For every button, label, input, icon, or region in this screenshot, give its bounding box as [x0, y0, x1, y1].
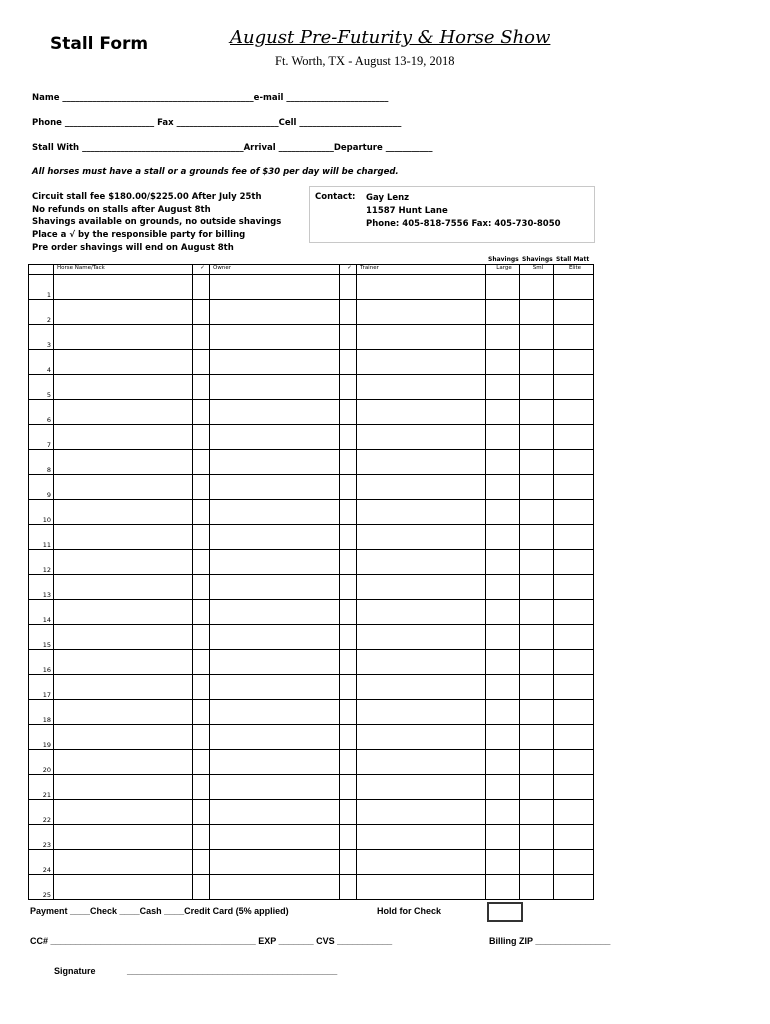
shavings-sml-cell[interactable] [520, 700, 554, 725]
trainer-cell[interactable] [357, 725, 486, 750]
horse-name-cell[interactable] [54, 475, 193, 500]
shavings-large-top-header: Shavings [488, 256, 519, 263]
shavings-sml-cell[interactable] [520, 350, 554, 375]
owner-cell[interactable] [210, 775, 340, 800]
trainer-check-cell[interactable] [340, 450, 357, 475]
horse-name-cell[interactable] [54, 325, 193, 350]
stall-matt-cell[interactable] [554, 325, 594, 350]
horse-name-cell[interactable] [54, 725, 193, 750]
row-number: 21 [29, 775, 54, 800]
shavings-large-cell[interactable] [486, 475, 520, 500]
owner-cell[interactable] [210, 750, 340, 775]
table-row [29, 725, 594, 750]
trainer-cell[interactable] [357, 450, 486, 475]
shavings-sml-header: Sml [520, 265, 554, 275]
shavings-large-cell[interactable] [486, 350, 520, 375]
row-number: 10 [29, 500, 54, 525]
horse-name-cell[interactable] [54, 375, 193, 400]
trainer-check-cell[interactable] [340, 875, 357, 900]
stall-with-arrival-departure-field[interactable]: Stall With ______________________________________Arrival _____________Departure ___________ [32, 143, 433, 153]
stall-matt-cell[interactable] [554, 500, 594, 525]
trainer-cell[interactable] [357, 425, 486, 450]
trainer-check-cell[interactable] [340, 300, 357, 325]
trainer-cell[interactable] [357, 750, 486, 775]
table-row [29, 675, 594, 700]
shavings-large-cell[interactable] [486, 750, 520, 775]
stall-matt-cell[interactable] [554, 450, 594, 475]
shavings-large-cell[interactable] [486, 325, 520, 350]
trainer-check-cell[interactable] [340, 775, 357, 800]
credit-card-field[interactable]: CC# _________________________________________ EXP _______ CVS ___________ [30, 936, 393, 946]
show-title: August Pre-Futurity & Horse Show [230, 27, 551, 48]
stall-matt-cell[interactable] [554, 825, 594, 850]
trainer-cell[interactable] [357, 275, 486, 300]
shavings-large-cell[interactable] [486, 700, 520, 725]
billing-zip-field[interactable]: Billing ZIP _______________ [489, 936, 611, 946]
shavings-large-cell[interactable] [486, 500, 520, 525]
row-number: 6 [29, 400, 54, 425]
table-row [29, 800, 594, 825]
stall-matt-cell[interactable] [554, 750, 594, 775]
row-number: 7 [29, 425, 54, 450]
table-row [29, 750, 594, 775]
row-number: 13 [29, 575, 54, 600]
table-row [29, 775, 594, 800]
contact-name: Gay Lenz [366, 193, 410, 203]
trainer-cell[interactable] [357, 625, 486, 650]
table-row [29, 350, 594, 375]
stall-matt-cell[interactable] [554, 725, 594, 750]
row-number: 9 [29, 475, 54, 500]
trainer-check-cell[interactable] [340, 275, 357, 300]
trainer-cell[interactable] [357, 550, 486, 575]
owner-check-cell[interactable] [193, 750, 210, 775]
table-row [29, 700, 594, 725]
shavings-large-cell[interactable] [486, 550, 520, 575]
row-number: 12 [29, 550, 54, 575]
owner-check-cell[interactable] [193, 625, 210, 650]
trainer-check-cell[interactable] [340, 475, 357, 500]
trainer-cell[interactable] [357, 300, 486, 325]
show-location: Ft. Worth, TX - August 13-19, 2018 [275, 54, 455, 68]
stall-matt-cell[interactable] [554, 575, 594, 600]
table-row [29, 875, 594, 900]
row-number: 24 [29, 850, 54, 875]
horse-name-cell[interactable] [54, 425, 193, 450]
row-number: 4 [29, 350, 54, 375]
stall-matt-cell[interactable] [554, 875, 594, 900]
shavings-large-cell[interactable] [486, 775, 520, 800]
contact-address: 11587 Hunt Lane [366, 206, 448, 216]
row-number: 20 [29, 750, 54, 775]
shavings-sml-cell[interactable] [520, 400, 554, 425]
owner-check-cell[interactable] [193, 275, 210, 300]
stall-matt-cell[interactable] [554, 675, 594, 700]
shavings-sml-cell[interactable] [520, 850, 554, 875]
owner-check-cell[interactable] [193, 725, 210, 750]
table-header-row [29, 265, 594, 275]
table-row [29, 575, 594, 600]
stall-matt-cell[interactable] [554, 375, 594, 400]
trainer-check-cell[interactable] [340, 400, 357, 425]
shavings-large-cell[interactable] [486, 825, 520, 850]
trainer-check-cell[interactable] [340, 750, 357, 775]
name-email-field[interactable]: Name _____________________________________________e-mail ________________________ [32, 93, 389, 103]
table-row [29, 825, 594, 850]
owner-cell[interactable] [210, 800, 340, 825]
horse-name-cell[interactable] [54, 800, 193, 825]
trainer-check-cell[interactable] [340, 800, 357, 825]
owner-cell[interactable] [210, 725, 340, 750]
shavings-sml-cell[interactable] [520, 500, 554, 525]
owner-check-cell[interactable] [193, 325, 210, 350]
row-number: 19 [29, 725, 54, 750]
contact-label: Contact: [315, 192, 356, 202]
table-row [29, 500, 594, 525]
shavings-large-cell[interactable] [486, 425, 520, 450]
horse-name-cell[interactable] [54, 750, 193, 775]
contact-phone: Phone: 405-818-7556 Fax: 405-730-8050 [366, 219, 561, 229]
trainer-cell[interactable] [357, 775, 486, 800]
row-number: 25 [29, 875, 54, 900]
row-number: 23 [29, 825, 54, 850]
trainer-cell[interactable] [357, 600, 486, 625]
trainer-cell[interactable] [357, 475, 486, 500]
owner-check-cell[interactable] [193, 825, 210, 850]
owner-cell[interactable] [210, 825, 340, 850]
owner-check-cell[interactable] [193, 425, 210, 450]
rule-item: Pre order shavings will end on August 8th [32, 242, 234, 253]
horse-name-cell[interactable] [54, 675, 193, 700]
horse-name-cell[interactable] [54, 825, 193, 850]
row-number: 14 [29, 600, 54, 625]
horse-name-cell[interactable] [54, 625, 193, 650]
trainer-cell[interactable] [357, 500, 486, 525]
trainer-check-cell[interactable] [340, 575, 357, 600]
stall-matt-cell[interactable] [554, 650, 594, 675]
owner-cell[interactable] [210, 500, 340, 525]
stall-matt-cell[interactable] [554, 600, 594, 625]
trainer-cell[interactable] [357, 675, 486, 700]
shavings-sml-cell[interactable] [520, 275, 554, 300]
trainer-cell[interactable] [357, 325, 486, 350]
stall-table [28, 264, 594, 900]
trainer-header: Trainer [357, 265, 486, 275]
trainer-check-cell[interactable] [340, 675, 357, 700]
owner-cell[interactable] [210, 700, 340, 725]
owner-check-header: ✓ [193, 265, 210, 275]
stall-matt-top-header: Stall Matt [556, 256, 590, 263]
shavings-sml-cell[interactable] [520, 675, 554, 700]
trainer-cell[interactable] [357, 350, 486, 375]
rule-item: Place a √ by the responsible party for billing [32, 230, 246, 241]
trainer-check-cell[interactable] [340, 500, 357, 525]
shavings-sml-cell[interactable] [520, 775, 554, 800]
owner-cell[interactable] [210, 450, 340, 475]
shavings-sml-cell[interactable] [520, 875, 554, 900]
owner-header: Owner [210, 265, 340, 275]
row-number: 22 [29, 800, 54, 825]
trainer-check-cell[interactable] [340, 625, 357, 650]
shavings-sml-cell[interactable] [520, 300, 554, 325]
stall-matt-cell[interactable] [554, 775, 594, 800]
shavings-large-cell[interactable] [486, 450, 520, 475]
owner-cell[interactable] [210, 625, 340, 650]
rules-list [32, 191, 281, 255]
shavings-sml-cell[interactable] [520, 750, 554, 775]
horse-name-cell[interactable] [54, 600, 193, 625]
stall-matt-cell[interactable] [554, 850, 594, 875]
owner-check-cell[interactable] [193, 650, 210, 675]
trainer-cell[interactable] [357, 800, 486, 825]
shavings-large-cell[interactable] [486, 725, 520, 750]
table-row [29, 650, 594, 675]
owner-check-cell[interactable] [193, 475, 210, 500]
horse-name-cell[interactable] [54, 850, 193, 875]
owner-cell[interactable] [210, 425, 340, 450]
trainer-check-cell[interactable] [340, 825, 357, 850]
horse-name-cell[interactable] [54, 700, 193, 725]
trainer-cell[interactable] [357, 850, 486, 875]
rule-item: Shavings available on grounds, no outside shavings [32, 217, 282, 228]
shavings-sml-cell[interactable] [520, 525, 554, 550]
owner-check-cell[interactable] [193, 525, 210, 550]
shavings-large-cell[interactable] [486, 875, 520, 900]
trainer-cell[interactable] [357, 875, 486, 900]
owner-cell[interactable] [210, 675, 340, 700]
rule-item: No refunds on stalls after August 8th [32, 204, 211, 215]
signature-line[interactable]: __________________________________________ [127, 966, 338, 976]
owner-check-cell[interactable] [193, 400, 210, 425]
row-number: 18 [29, 700, 54, 725]
owner-cell[interactable] [210, 600, 340, 625]
horse-name-cell[interactable] [54, 525, 193, 550]
trainer-check-cell[interactable] [340, 550, 357, 575]
horse-name-cell[interactable] [54, 650, 193, 675]
horse-name-cell[interactable] [54, 875, 193, 900]
owner-cell[interactable] [210, 575, 340, 600]
stall-matt-cell[interactable] [554, 525, 594, 550]
owner-cell[interactable] [210, 475, 340, 500]
stall-matt-cell[interactable] [554, 350, 594, 375]
row-number: 8 [29, 450, 54, 475]
trainer-cell[interactable] [357, 525, 486, 550]
shavings-sml-cell[interactable] [520, 625, 554, 650]
table-row [29, 300, 594, 325]
horse-name-cell[interactable] [54, 400, 193, 425]
trainer-cell[interactable] [357, 700, 486, 725]
table-row [29, 600, 594, 625]
owner-cell[interactable] [210, 875, 340, 900]
contact-details [366, 192, 561, 231]
stall-matt-cell[interactable] [554, 275, 594, 300]
trainer-check-cell[interactable] [340, 325, 357, 350]
rule-item: Circuit stall fee $180.00/$225.00 After July 25th [32, 192, 262, 202]
trainer-cell[interactable] [357, 400, 486, 425]
owner-cell[interactable] [210, 850, 340, 875]
trainer-cell[interactable] [357, 825, 486, 850]
owner-check-cell[interactable] [193, 675, 210, 700]
shavings-sml-cell[interactable] [520, 550, 554, 575]
stall-matt-cell[interactable] [554, 625, 594, 650]
owner-check-cell[interactable] [193, 375, 210, 400]
shavings-large-cell[interactable] [486, 625, 520, 650]
stall-matt-cell[interactable] [554, 475, 594, 500]
phone-fax-cell-field[interactable]: Phone _____________________ Fax ________________________Cell ________________________ [32, 118, 402, 128]
owner-cell[interactable] [210, 400, 340, 425]
row-number: 2 [29, 300, 54, 325]
stall-matt-cell[interactable] [554, 425, 594, 450]
owner-cell[interactable] [210, 275, 340, 300]
owner-check-cell[interactable] [193, 850, 210, 875]
horse-name-cell[interactable] [54, 500, 193, 525]
owner-check-cell[interactable] [193, 450, 210, 475]
shavings-large-cell[interactable] [486, 600, 520, 625]
stall-matt-elite-header: Elite [554, 265, 594, 275]
owner-check-cell[interactable] [193, 500, 210, 525]
table-row [29, 475, 594, 500]
row-number: 15 [29, 625, 54, 650]
trainer-check-header: ✓ [340, 265, 357, 275]
stall-matt-cell[interactable] [554, 800, 594, 825]
owner-check-cell[interactable] [193, 775, 210, 800]
shavings-sml-cell[interactable] [520, 800, 554, 825]
stall-matt-cell[interactable] [554, 550, 594, 575]
shavings-large-cell[interactable] [486, 850, 520, 875]
trainer-check-cell[interactable] [340, 350, 357, 375]
shavings-sml-top-header: Shavings [522, 256, 553, 263]
trainer-check-cell[interactable] [340, 525, 357, 550]
table-row [29, 325, 594, 350]
shavings-large-cell[interactable] [486, 800, 520, 825]
horse-name-cell[interactable] [54, 775, 193, 800]
shavings-large-header: Large [486, 265, 520, 275]
shavings-sml-cell[interactable] [520, 375, 554, 400]
horse-name-cell[interactable] [54, 275, 193, 300]
shavings-sml-cell[interactable] [520, 575, 554, 600]
hold-for-check-label: Hold for Check [377, 906, 442, 916]
horse-name-cell[interactable] [54, 450, 193, 475]
owner-cell[interactable] [210, 350, 340, 375]
table-row [29, 425, 594, 450]
table-row [29, 450, 594, 475]
owner-check-cell[interactable] [193, 600, 210, 625]
horse-name-cell[interactable] [54, 550, 193, 575]
shavings-sml-cell[interactable] [520, 475, 554, 500]
row-number-header [29, 265, 54, 275]
signature-label: Signature [54, 966, 96, 976]
stall-matt-cell[interactable] [554, 400, 594, 425]
shavings-large-cell[interactable] [486, 275, 520, 300]
owner-check-cell[interactable] [193, 350, 210, 375]
table-row [29, 275, 594, 300]
owner-check-cell[interactable] [193, 550, 210, 575]
owner-check-cell[interactable] [193, 700, 210, 725]
row-number: 17 [29, 675, 54, 700]
shavings-large-cell[interactable] [486, 525, 520, 550]
trainer-cell[interactable] [357, 375, 486, 400]
owner-cell[interactable] [210, 300, 340, 325]
horse-name-cell[interactable] [54, 350, 193, 375]
stall-fee-notice: All horses must have a stall or a grounds fee of $30 per day will be charged. [32, 167, 399, 177]
owner-check-cell[interactable] [193, 575, 210, 600]
shavings-sml-cell[interactable] [520, 825, 554, 850]
row-number: 3 [29, 325, 54, 350]
stall-matt-cell[interactable] [554, 300, 594, 325]
hold-for-check-box[interactable] [487, 902, 523, 922]
trainer-cell[interactable] [357, 650, 486, 675]
shavings-sml-cell[interactable] [520, 600, 554, 625]
row-number: 1 [29, 275, 54, 300]
owner-cell[interactable] [210, 550, 340, 575]
trainer-check-cell[interactable] [340, 725, 357, 750]
horse-name-cell[interactable] [54, 575, 193, 600]
trainer-check-cell[interactable] [340, 375, 357, 400]
table-row [29, 525, 594, 550]
shavings-large-cell[interactable] [486, 375, 520, 400]
owner-cell[interactable] [210, 525, 340, 550]
shavings-large-cell[interactable] [486, 650, 520, 675]
shavings-sml-cell[interactable] [520, 725, 554, 750]
table-row [29, 400, 594, 425]
owner-check-cell[interactable] [193, 800, 210, 825]
shavings-sml-cell[interactable] [520, 425, 554, 450]
row-number: 16 [29, 650, 54, 675]
owner-cell[interactable] [210, 375, 340, 400]
trainer-check-cell[interactable] [340, 650, 357, 675]
shavings-sml-cell[interactable] [520, 450, 554, 475]
owner-cell[interactable] [210, 325, 340, 350]
shavings-sml-cell[interactable] [520, 650, 554, 675]
form-title: Stall Form [50, 34, 149, 54]
row-number: 5 [29, 375, 54, 400]
table-row [29, 850, 594, 875]
trainer-check-cell[interactable] [340, 700, 357, 725]
trainer-cell[interactable] [357, 575, 486, 600]
owner-check-cell[interactable] [193, 875, 210, 900]
owner-check-cell[interactable] [193, 300, 210, 325]
shavings-large-cell[interactable] [486, 300, 520, 325]
owner-cell[interactable] [210, 650, 340, 675]
shavings-sml-cell[interactable] [520, 325, 554, 350]
trainer-check-cell[interactable] [340, 600, 357, 625]
trainer-check-cell[interactable] [340, 425, 357, 450]
row-number: 11 [29, 525, 54, 550]
table-row [29, 625, 594, 650]
shavings-large-cell[interactable] [486, 675, 520, 700]
trainer-check-cell[interactable] [340, 850, 357, 875]
horse-name-cell[interactable] [54, 300, 193, 325]
shavings-large-cell[interactable] [486, 400, 520, 425]
payment-options[interactable]: Payment ____Check ____Cash ____Credit Card (5% applied) [30, 906, 289, 916]
table-row [29, 375, 594, 400]
horse-name-header: Horse Name/Tack [54, 265, 193, 275]
stall-matt-cell[interactable] [554, 700, 594, 725]
table-row [29, 550, 594, 575]
shavings-large-cell[interactable] [486, 575, 520, 600]
